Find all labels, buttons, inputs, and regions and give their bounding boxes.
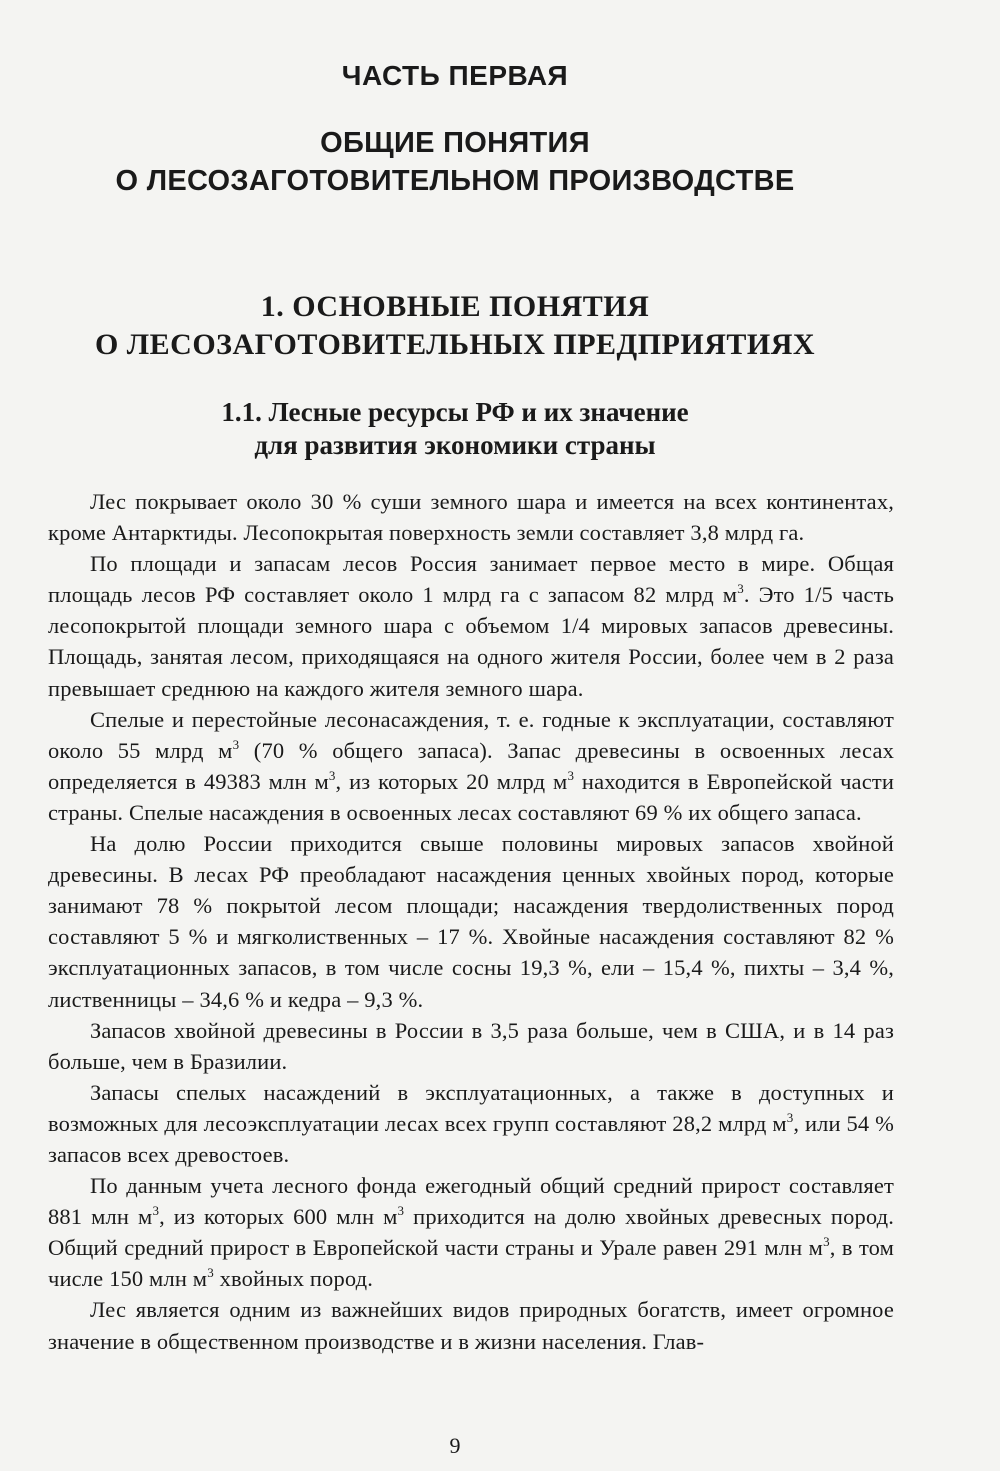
superscript: 3 [328, 767, 336, 783]
chapter-title-line1: 1. ОСНОВНЫЕ ПОНЯТИЯ [260, 290, 650, 323]
part-subtitle-line2: О ЛЕСОЗАГОТОВИТЕЛЬНОМ ПРОИЗВОДСТВЕ [115, 165, 795, 197]
paragraph-8: Лес является одним из важнейших видов природных богатств, имеет огромное значение в общественном производстве и в жизни населения. Глав- [48, 1297, 894, 1354]
superscript: 3 [207, 1265, 214, 1281]
part-subtitle-line1: ОБЩИЕ ПОНЯТИЯ [320, 127, 590, 159]
paragraph-3-part-d: находится в Европейской части страны. Спелые насаждения в освоенных лесах составляют 69 % их общего запаса. [48, 768, 895, 825]
chapter-title-line2: О ЛЕСОЗАГОТОВИТЕЛЬНЫХ ПРЕДПРИЯТИЯХ [94, 328, 816, 361]
paragraph-7-part-c: приходится на долю хвойных древесных пород. Общий средний прирост в Европейской части страны и Урале равен 291 млн м [48, 1204, 894, 1261]
paragraph-3-part-c: , из которых 20 млрд м [335, 768, 568, 794]
paragraph-1: Лес покрывает около 30 % суши земного шара и имеется на всех континентах, кроме Антарктиды. Лесопокрытая поверхность земли составляет 3,8 млрд га. [48, 489, 894, 546]
superscript: 3 [737, 581, 744, 597]
paragraph-7-part-d: , в том числе 150 млн м [48, 1235, 894, 1292]
paragraph-3-part-b: (70 % общего запаса). Запас древесины в освоенных лесах определяется в 49383 млн м [48, 737, 895, 794]
paragraph-3 [48, 704, 894, 828]
paragraph-7 [48, 1170, 894, 1294]
paragraph-6 [48, 1077, 894, 1170]
section-title-line2: для развития экономики страны [254, 430, 656, 460]
paragraph-5: Запасов хвойной древесины в России в 3,5 раза больше, чем в США, и в 14 раз больше, чем в Бразилии. [48, 1017, 894, 1074]
chapter-title [0, 288, 910, 364]
paragraph-7-part-e: хвойных пород. [213, 1266, 373, 1292]
paragraph-4: На долю России приходится свыше половины мировых запасов хвойной древесины. В лесах РФ преобладают насаждения ценных хвойных пород, которые занимают 78 % покрытой лесом площади; насаждения твердолиственных пород составляют 5 % и мягколиственных – 17 %. Хвойные насаждения составляют 82 % эксплуатационных запасов, в том числе сосны 19,3 %, ели – 15,4 %, пихты – 3,4 %, лиственницы – 34,6 % и кедра – 9,3 %. [48, 831, 894, 1012]
paragraph-7-part-b: , из которых 600 млн м [159, 1204, 398, 1230]
paragraph-7-part-a: По данным учета лесного фонда ежегодный общий средний прирост составляет 881 млн м [48, 1173, 894, 1230]
superscript: 3 [567, 767, 575, 783]
paragraph-2-part-a: По площади и запасам лесов Россия занимает первое место в мире. Общая площадь лесов РФ составляет около 1 млрд га с запасом 82 млрд м [48, 551, 894, 608]
paragraph-3-part-a: Спелые и перестойные лесонасаждения, т. е. годные к эксплуатации, составляют около 55 млрд м [48, 706, 894, 763]
section-title-line1: 1.1. Лесные ресурсы РФ и их значение [221, 397, 689, 427]
body-text [48, 486, 894, 1357]
superscript: 3 [823, 1234, 830, 1250]
superscript: 3 [786, 1109, 794, 1125]
paragraph-6-part-b: , или 54 % запасов всех древостоев. [48, 1110, 894, 1167]
superscript: 3 [397, 1203, 405, 1219]
section-title [0, 396, 910, 462]
paragraph-2-part-b: . Это 1/5 часть лесопокрытой площади земного шара с объемом 1/4 мировых запасов древесины. Площадь, занятая лесом, приходящаяся на одного жителя России, более чем в 2 раза превышает среднюю на каждого жителя земного шара. [48, 582, 894, 701]
superscript: 3 [152, 1203, 160, 1219]
part-title: ЧАСТЬ ПЕРВАЯ [341, 60, 569, 91]
page-number: 9 [449, 1433, 461, 1458]
part-subtitle [0, 124, 910, 200]
paragraph-2 [48, 548, 894, 703]
superscript: 3 [232, 736, 240, 752]
paragraph-6-part-a: Запасы спелых насаждений в эксплуатационных, а также в доступных и возможных для лесоэксплуатации лесах всех групп составляют 28,2 млрд м [48, 1079, 894, 1136]
